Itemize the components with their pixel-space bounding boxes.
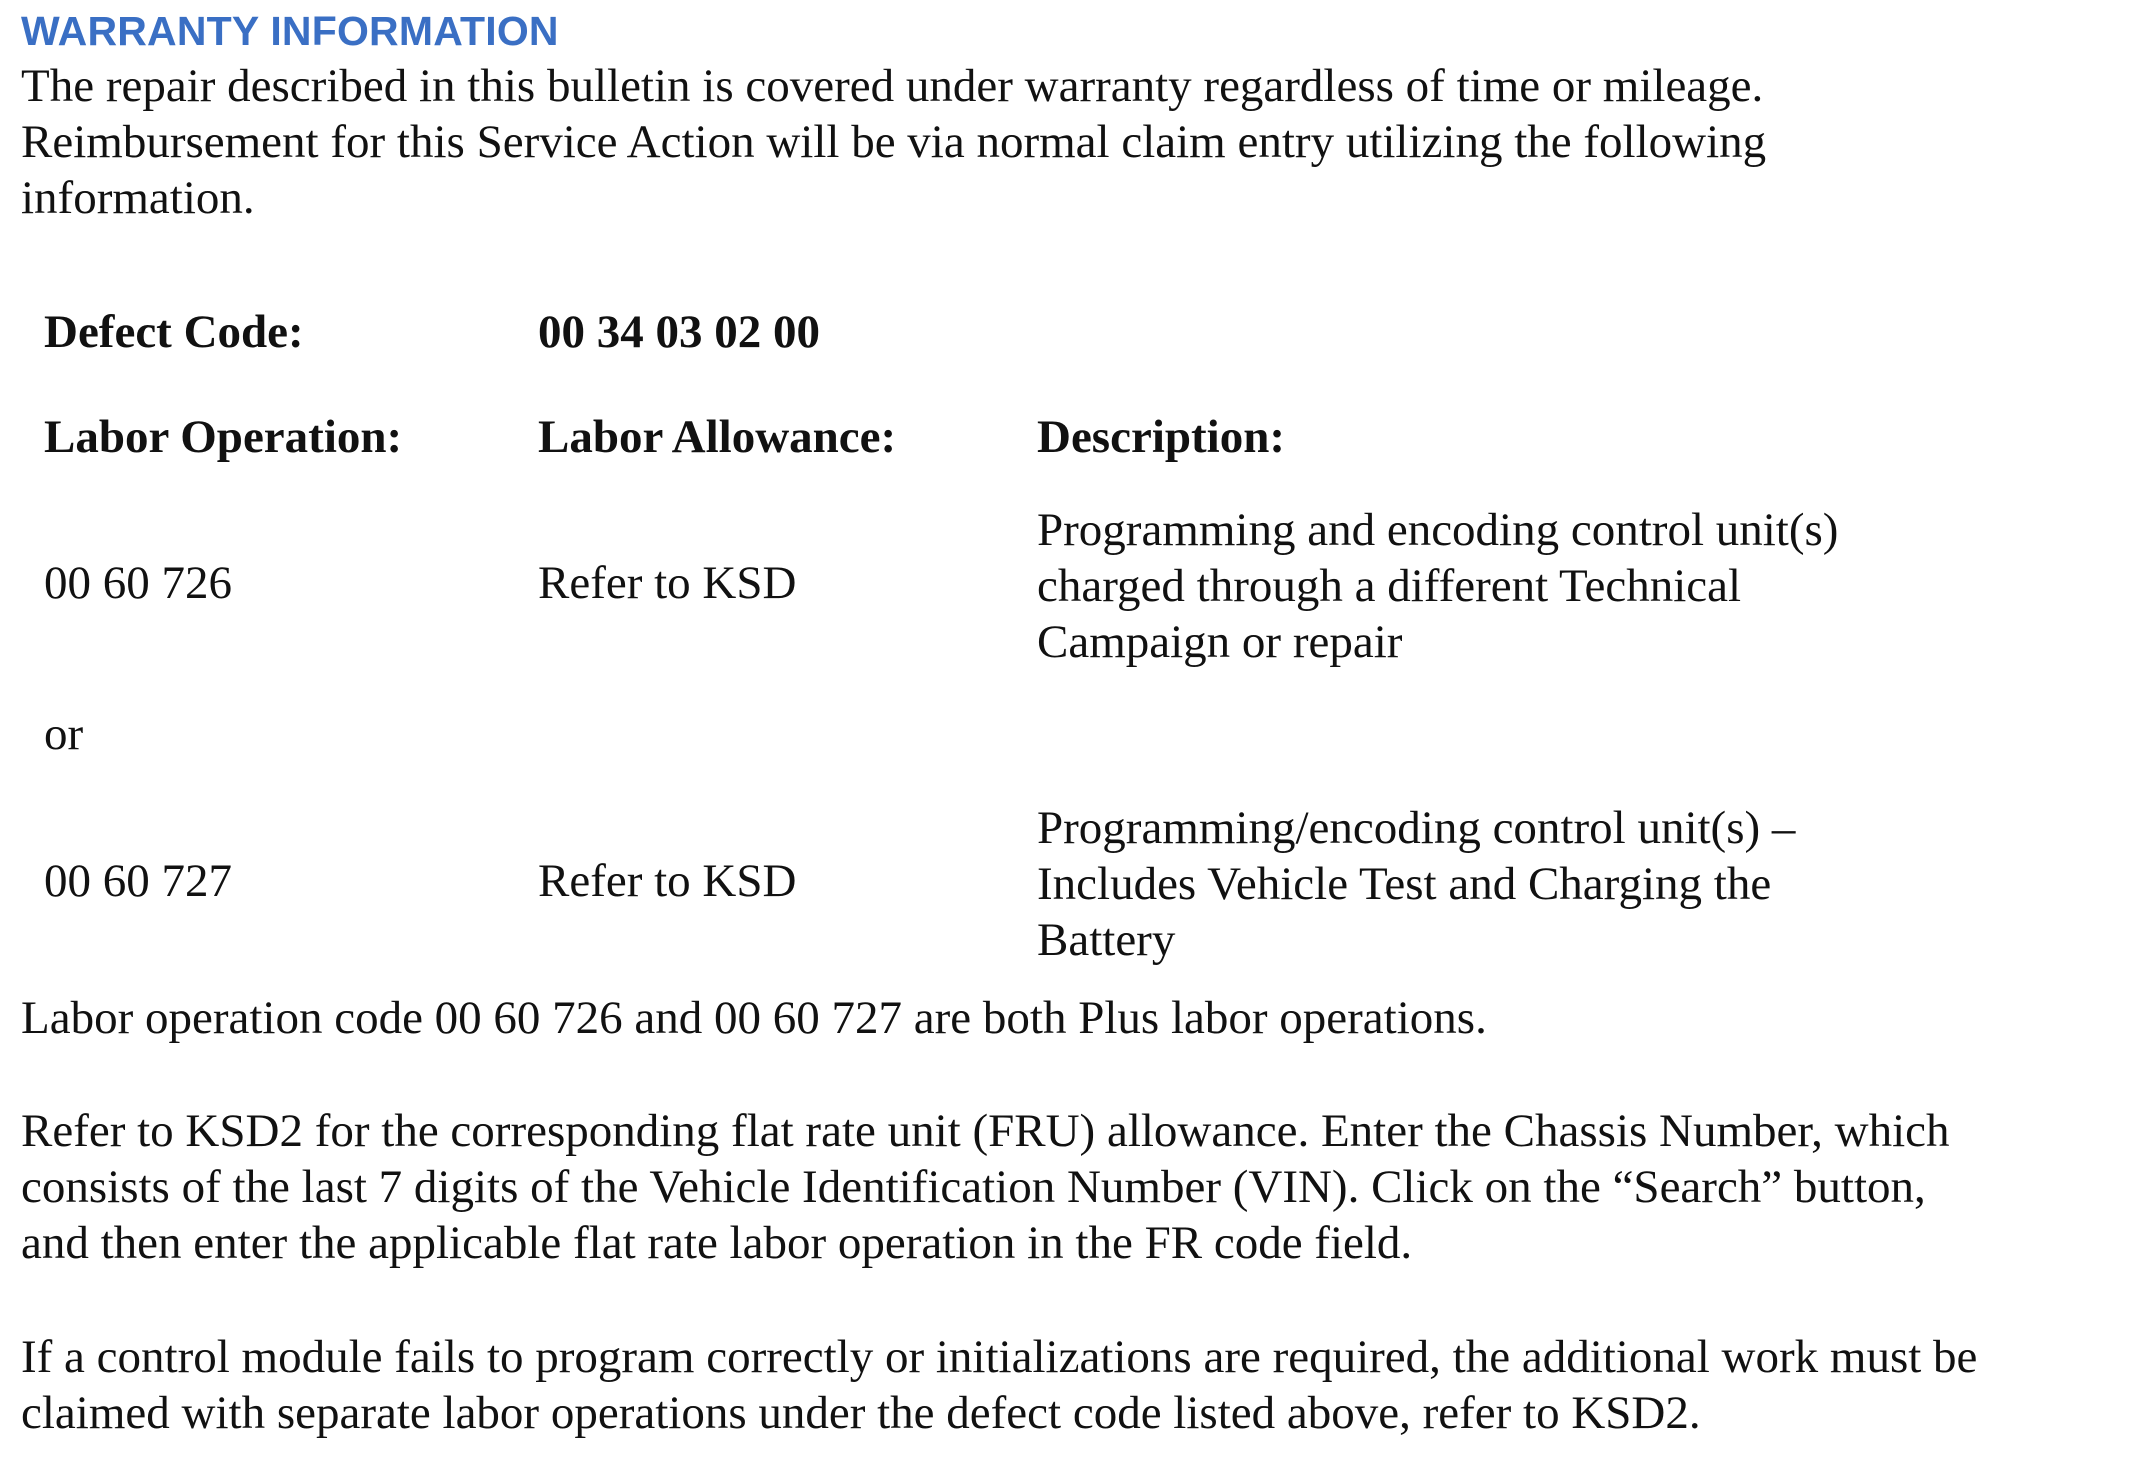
row-2-description [1037, 800, 1795, 968]
header-description: Description: [1037, 411, 1286, 463]
plus-operations-note [21, 990, 1487, 1046]
intro-line-3: information. [21, 172, 255, 224]
row-2-description-line: Includes Vehicle Test and Charging the [1037, 858, 1772, 910]
row-1-description-line: charged through a different Technical [1037, 560, 1742, 612]
failure-line-2: claimed with separate labor operations under the defect code listed above, refer to KSD2. [21, 1387, 1701, 1439]
ksd2-paragraph [21, 1103, 1950, 1271]
or-separator: or [44, 708, 84, 760]
row-1-description-line: Campaign or repair [1037, 616, 1403, 668]
row-2-description-line: Programming/encoding control unit(s) – [1037, 802, 1796, 854]
ksd2-line-2: consists of the last 7 digits of the Vehicle Identification Number (VIN). Click on the “Search” button, [21, 1161, 1926, 1213]
row-2-operation: 00 60 727 [44, 855, 232, 907]
ksd2-line-3: and then enter the applicable flat rate labor operation in the FR code field. [21, 1217, 1413, 1269]
row-1-allowance: Refer to KSD [538, 557, 797, 609]
header-labor-allowance: Labor Allowance: [538, 411, 897, 463]
row-1-description-line: Programming and encoding control unit(s) [1037, 504, 1839, 556]
failure-line-1: If a control module fails to program correctly or initializations are required, the additional work must be [21, 1331, 1978, 1383]
intro-paragraph [21, 58, 1766, 226]
row-2-allowance: Refer to KSD [538, 855, 797, 907]
row-2-description-line: Battery [1037, 914, 1176, 966]
row-1-operation: 00 60 726 [44, 557, 232, 609]
header-labor-operation: Labor Operation: [44, 411, 403, 463]
defect-code-label: Defect Code: [44, 306, 304, 358]
section-heading: WARRANTY INFORMATION [21, 8, 559, 54]
intro-line-1: The repair described in this bulletin is covered under warranty regardless of time or mileage. [21, 60, 1764, 112]
row-1-description [1037, 502, 1838, 670]
plus-operations-line: Labor operation code 00 60 726 and 00 60 727 are both Plus labor operations. [21, 992, 1487, 1044]
ksd2-line-1: Refer to KSD2 for the corresponding flat rate unit (FRU) allowance. Enter the Chassis Number, which [21, 1105, 1950, 1157]
intro-line-2: Reimbursement for this Service Action will be via normal claim entry utilizing the following [21, 116, 1767, 168]
defect-code-value: 00 34 03 02 00 [538, 306, 820, 358]
failure-paragraph [21, 1329, 1977, 1441]
